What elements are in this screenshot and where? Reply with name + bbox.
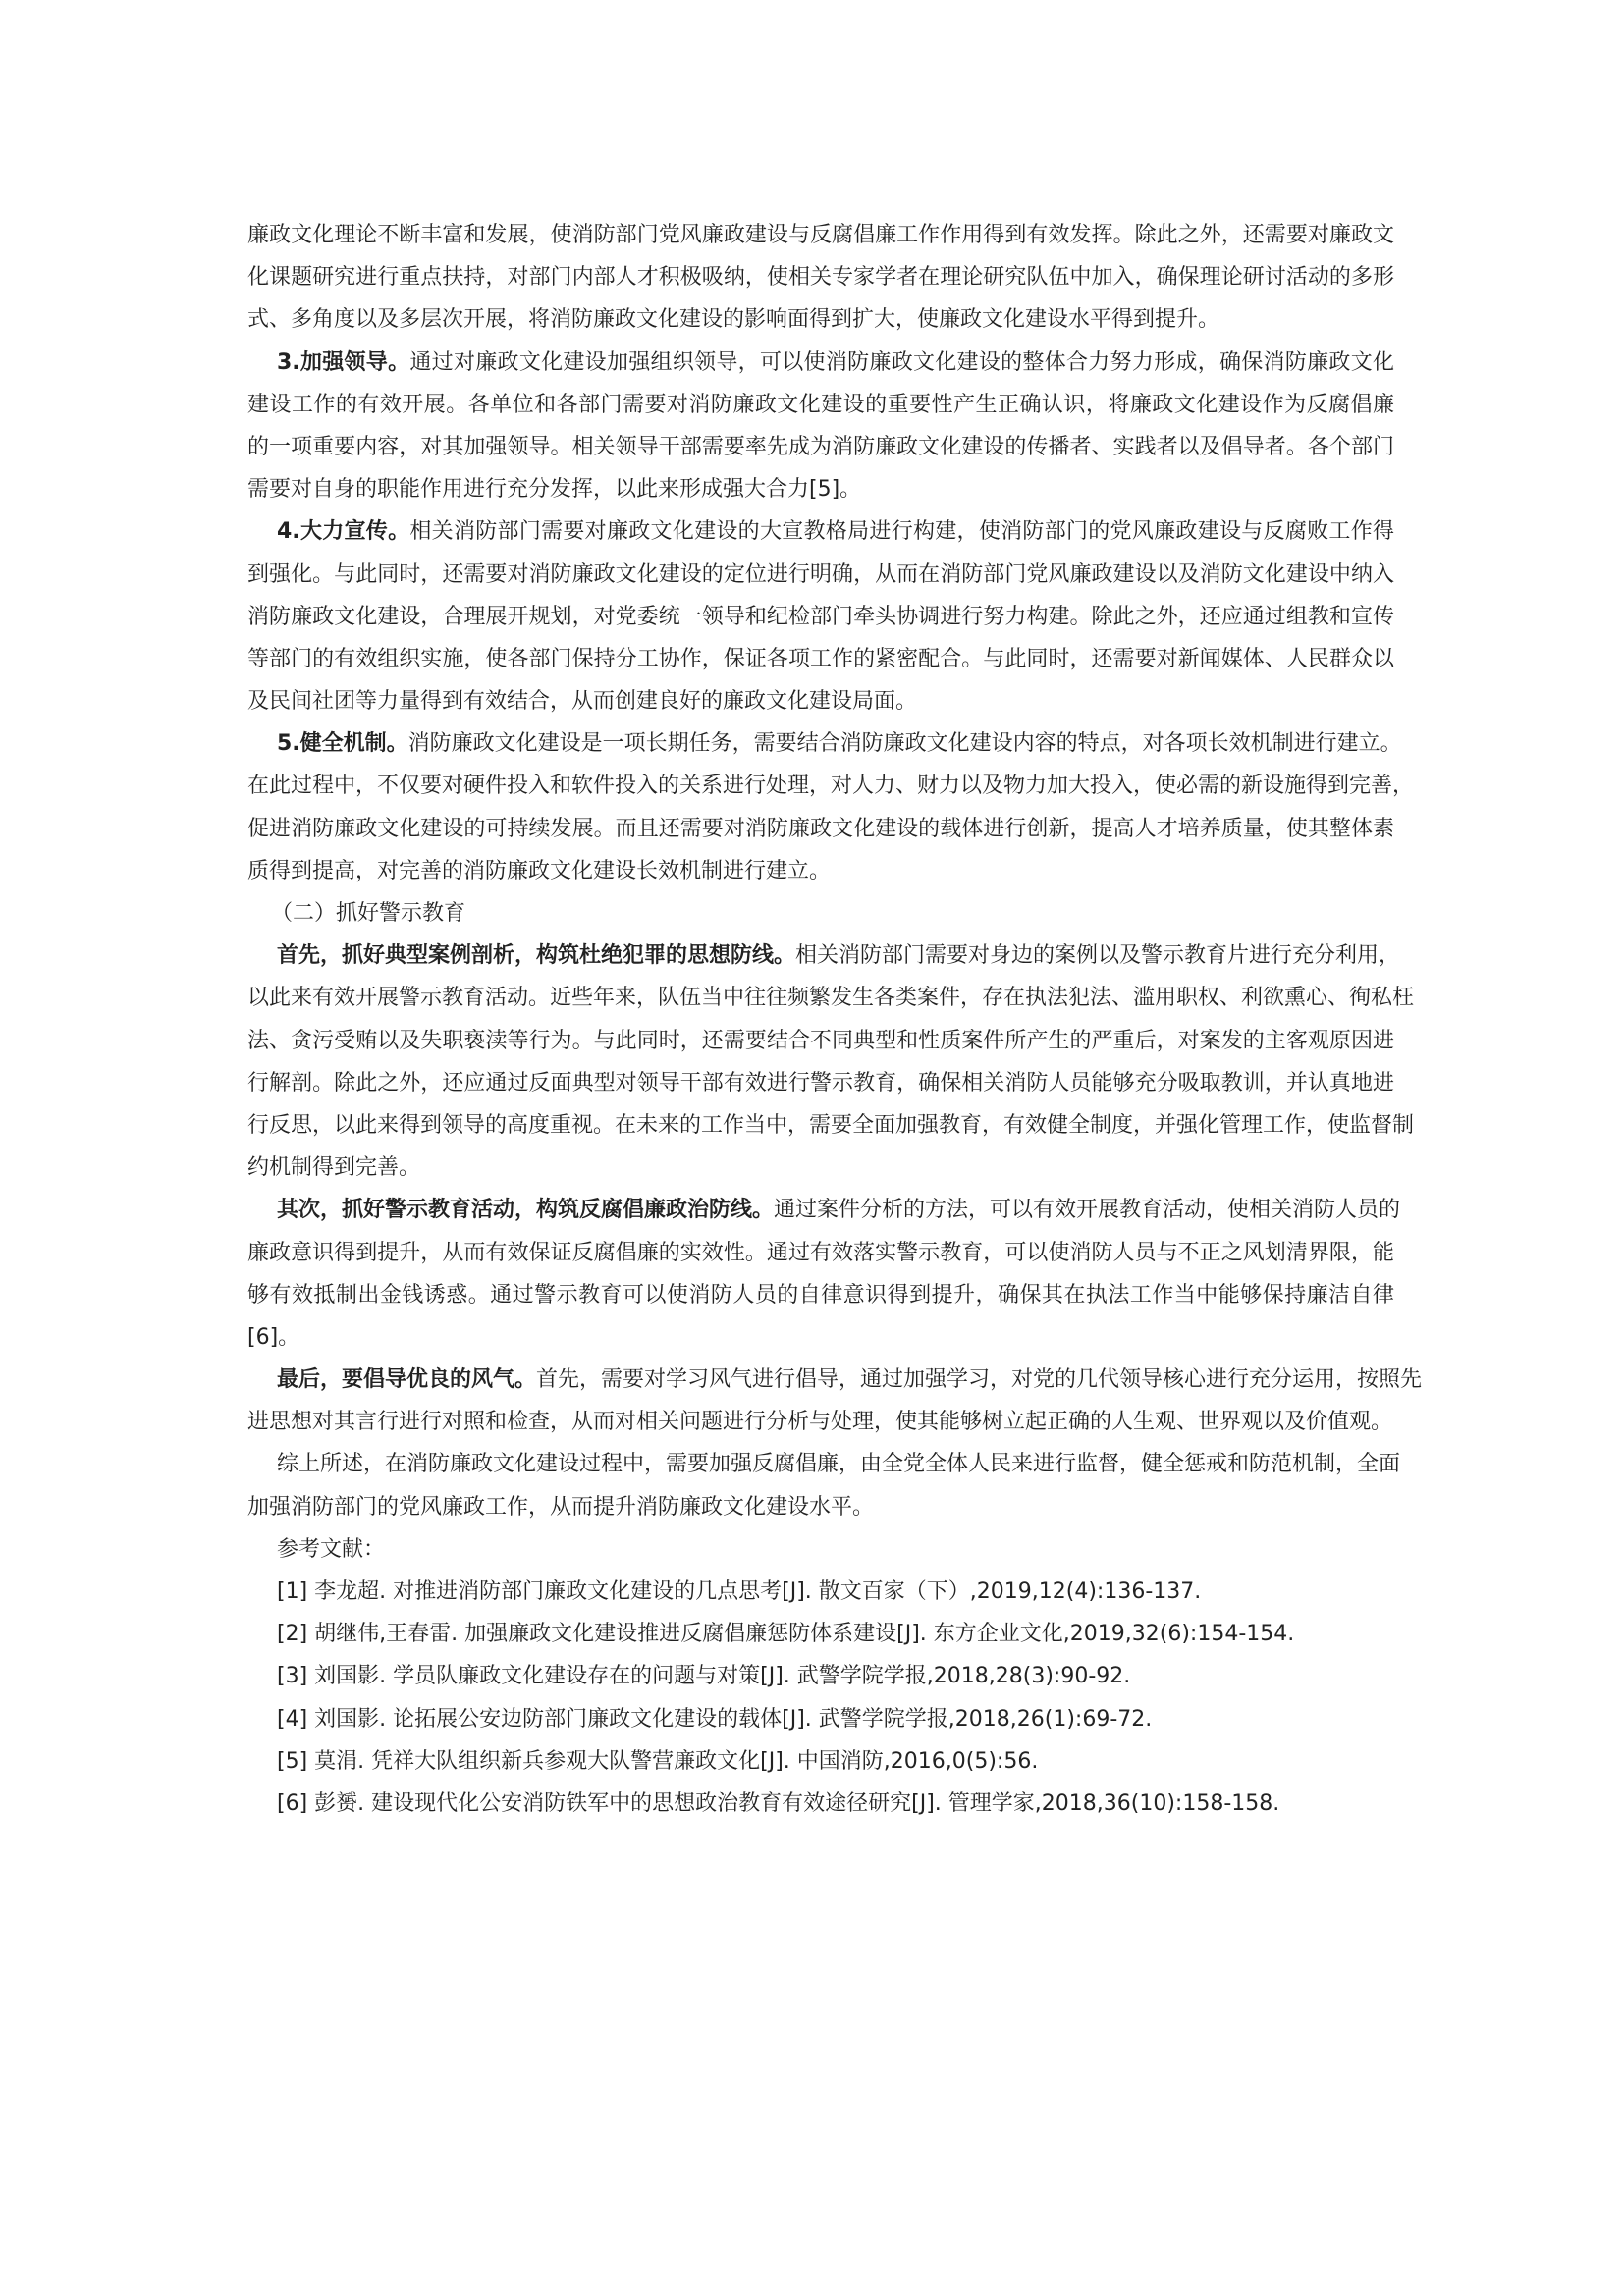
paragraph-text: 及民间社团等力量得到有效结合，从而创建良好的廉政文化建设局面。 bbox=[247, 689, 918, 715]
paragraph-lead-heading: 其次，抓好警示教育活动，构筑反腐倡廉政治防线。 bbox=[277, 1198, 775, 1223]
paragraph-text: 消防廉政文化建设，合理展开规划，对党委统一领导和纪检部门牵头协调进行努力构建。除此之外，还应通过组教和宣传 bbox=[247, 604, 1394, 629]
paragraph-text: 以此来有效开展警示教育活动。近些年来，队伍当中往往频繁发生各类案件，存在执法犯法、滥用职权、利欲熏心、徇私枉 bbox=[247, 986, 1415, 1011]
paragraph-text: 通过案件分析的方法，可以有效开展教育活动，使相关消防人员的 bbox=[774, 1198, 1401, 1223]
paragraph-line bbox=[247, 342, 1394, 384]
paragraph-text: 相关消防部门需要对身边的案例以及警示教育片进行充分利用， bbox=[795, 943, 1401, 969]
paragraph-line bbox=[247, 298, 1394, 341]
paragraph-line bbox=[247, 426, 1394, 468]
paragraph-text: 行反思，以此来得到领导的高度重视。在未来的工作当中，需要全面加强教育，有效健全制度，并强化管理工作，使监督制 bbox=[247, 1112, 1415, 1138]
reference-item: [3] 刘国影. 学员队廉政文化建设存在的问题与对策[J]. 武警学院学报,2018,28(3):90-92. bbox=[277, 1664, 1131, 1689]
reference-item: [2] 胡继伟,王春雷. 加强廉政文化建设推进反腐倡廉惩防体系建设[J]. 东方企业文化,2019,32(6):154-154. bbox=[277, 1622, 1295, 1647]
paragraph-text: [6]。 bbox=[247, 1324, 300, 1350]
paragraph-lead-heading: 最后，要倡导优良的风气。 bbox=[277, 1367, 537, 1393]
paragraph-text: 进思想对其言行进行对照和检查，从而对相关问题进行分析与处理，使其能够树立起正确的人生观、世界观以及价值观。 bbox=[247, 1410, 1393, 1435]
paragraph-text: 在此过程中，不仅要对硬件投入和软件投入的关系进行处理，对人力、财力以及物力加大投入，使必需的新设施得到完善， bbox=[247, 774, 1415, 799]
paragraph bbox=[247, 342, 1394, 511]
paragraph-line bbox=[247, 765, 1415, 807]
paragraph-text: 化课题研究进行重点扶持，对部门内部人才积极吸纳，使相关专家学者在理论研究队伍中加入，确保理论研讨活动的多形 bbox=[247, 265, 1394, 291]
paragraph bbox=[247, 934, 1415, 1189]
paragraph-text: 加强消防部门的党风廉政工作，从而提升消防廉政文化建设水平。 bbox=[247, 1494, 875, 1520]
paragraph-line bbox=[247, 554, 1394, 596]
paragraph-text: 相关消防部门需要对廉政文化建设的大宣教格局进行构建，使消防部门的党风廉政建设与反腐败工作得 bbox=[409, 519, 1394, 545]
paragraph-line bbox=[247, 977, 1415, 1019]
paragraph-line bbox=[247, 1147, 1394, 1189]
paragraph-lead-heading: 3.加强领导。 bbox=[277, 349, 410, 375]
paragraph-text: 质得到提高，对完善的消防廉政文化建设长效机制进行建立。 bbox=[247, 858, 832, 883]
section-heading: （二）抓好警示教育 bbox=[271, 901, 466, 926]
paragraph bbox=[247, 1359, 1423, 1443]
paragraph-text: 消防廉政文化建设是一项长期任务，需要结合消防廉政文化建设内容的特点，对各项长效机制进行建立。 bbox=[407, 731, 1402, 757]
paragraph-line bbox=[247, 680, 1394, 722]
paragraph-line bbox=[247, 256, 1394, 298]
paragraph-line bbox=[247, 510, 1394, 553]
paragraph-lead-heading: 5.健全机制。 bbox=[277, 731, 408, 757]
paragraph-text: 廉政文化理论不断丰富和发展，使消防部门党风廉政建设与反腐倡廉工作作用得到有效发挥。除此之外，还需要对廉政文 bbox=[247, 223, 1394, 247]
paragraph-text: 需要对自身的职能作用进行充分发挥，以此来形成强大合力[5]。 bbox=[247, 477, 862, 503]
paragraph-text: 式、多角度以及多层次开展，将消防廉政文化建设的影响面得到扩大，使廉政文化建设水平得到提升。 bbox=[247, 307, 1220, 333]
paragraph-text: 够有效抵制出金钱诱惑。通过警示教育可以使消防人员的自律意识得到提升，确保其在执法工作当中能够保持廉洁自律 bbox=[247, 1282, 1394, 1308]
paragraph-line bbox=[247, 1316, 1394, 1359]
paragraph-text: 到强化。与此同时，还需要对消防廉政文化建设的定位进行明确，从而在消防部门党风廉政建设以及消防文化建设中纳入 bbox=[247, 561, 1394, 587]
paragraph bbox=[247, 214, 1394, 342]
reference-item: [1] 李龙超. 对推进消防部门廉政文化建设的几点思考[J]. 散文百家（下）,2019,12(4):136-137. bbox=[277, 1579, 1202, 1604]
paragraph bbox=[247, 510, 1394, 722]
paragraph-line bbox=[247, 1232, 1394, 1274]
paragraph bbox=[247, 1189, 1401, 1359]
paragraph-text: 通过对廉政文化建设加强组织领导，可以使消防廉政文化建设的整体合力努力形成，确保消防廉政文化 bbox=[409, 349, 1394, 375]
paragraph-lead-heading: 4.大力宣传。 bbox=[277, 519, 410, 545]
paragraph-line bbox=[247, 934, 1401, 977]
paragraph-text: 行解剖。除此之外，还应通过反面典型对领导干部有效进行警示教育，确保相关消防人员能够充分吸取教训，并认真地进 bbox=[247, 1070, 1394, 1095]
paragraph-line bbox=[247, 638, 1394, 680]
paragraph-line bbox=[247, 1486, 1394, 1528]
paragraph-line bbox=[247, 1401, 1394, 1443]
paragraph-line bbox=[247, 722, 1402, 765]
paragraph-lead-heading: 首先，抓好典型案例剖析，构筑杜绝犯罪的思想防线。 bbox=[277, 943, 796, 969]
paragraph-text: 综上所述，在消防廉政文化建设过程中，需要加强反腐倡廉，由全党全体人民来进行监督，健全惩戒和防范机制，全面 bbox=[277, 1452, 1401, 1477]
paragraph-line bbox=[247, 1062, 1394, 1104]
paragraph-text: 建设工作的有效开展。各单位和各部门需要对消防廉政文化建设的重要性产生正确认识，将廉政文化建设作为反腐倡廉 bbox=[247, 392, 1394, 417]
paragraph-text: 等部门的有效组织实施，使各部门保持分工协作，保证各项工作的紧密配合。与此同时，还需要对新闻媒体、人民群众以 bbox=[247, 646, 1394, 671]
paragraph-line bbox=[247, 1274, 1394, 1316]
document-body bbox=[247, 214, 1423, 1825]
paragraph-line bbox=[247, 1104, 1415, 1147]
reference-item: [4] 刘国影. 论拓展公安边防部门廉政文化建设的载体[J]. 武警学院学报,2018,26(1):69-72. bbox=[277, 1706, 1153, 1732]
paragraph-line bbox=[247, 1443, 1401, 1485]
reference-item: [5] 莫涓. 凭祥大队组织新兵参观大队警营廉政文化[J]. 中国消防,2016,0(5):56. bbox=[277, 1748, 1039, 1774]
paragraph-line bbox=[247, 384, 1394, 426]
paragraph-line bbox=[247, 1189, 1401, 1231]
paragraph-line bbox=[247, 468, 1394, 510]
paragraph-line bbox=[247, 808, 1394, 850]
paragraph-text: 约机制得到完善。 bbox=[247, 1155, 421, 1181]
references-heading: 参考文献： bbox=[277, 1536, 386, 1562]
paragraph bbox=[247, 722, 1415, 892]
paragraph-text: 法、贪污受贿以及失职亵渎等行为。与此同时，还需要结合不同典型和性质案件所产生的严重后，对案发的主客观原因进 bbox=[247, 1028, 1394, 1053]
paragraph-text: 的一项重要内容，对其加强领导。相关领导干部需要率先成为消防廉政文化建设的传播者、实践者以及倡导者。各个部门 bbox=[247, 434, 1394, 459]
paragraph-line bbox=[247, 1020, 1394, 1062]
paragraph-line bbox=[247, 850, 1394, 892]
paragraph-line bbox=[247, 596, 1394, 638]
paragraph-text: 促进消防廉政文化建设的可持续发展。而且还需要对消防廉政文化建设的载体进行创新，提高人才培养质量，使其整体素 bbox=[247, 816, 1394, 841]
reference-item: [6] 彭赟. 建设现代化公安消防铁军中的思想政治教育有效途径研究[J]. 管理学家,2018,36(10):158-158. bbox=[277, 1790, 1280, 1816]
paragraph-line bbox=[247, 214, 1394, 256]
paragraph-text: 廉政意识得到提升，从而有效保证反腐倡廉的实效性。通过有效落实警示教育，可以使消防人员与不正之风划清界限，能 bbox=[247, 1240, 1394, 1265]
paragraph-line bbox=[247, 1359, 1423, 1401]
paragraph-text: 首先，需要对学习风气进行倡导，通过加强学习，对党的几代领导核心进行充分运用，按照先 bbox=[536, 1367, 1423, 1393]
paragraph bbox=[247, 1443, 1401, 1527]
